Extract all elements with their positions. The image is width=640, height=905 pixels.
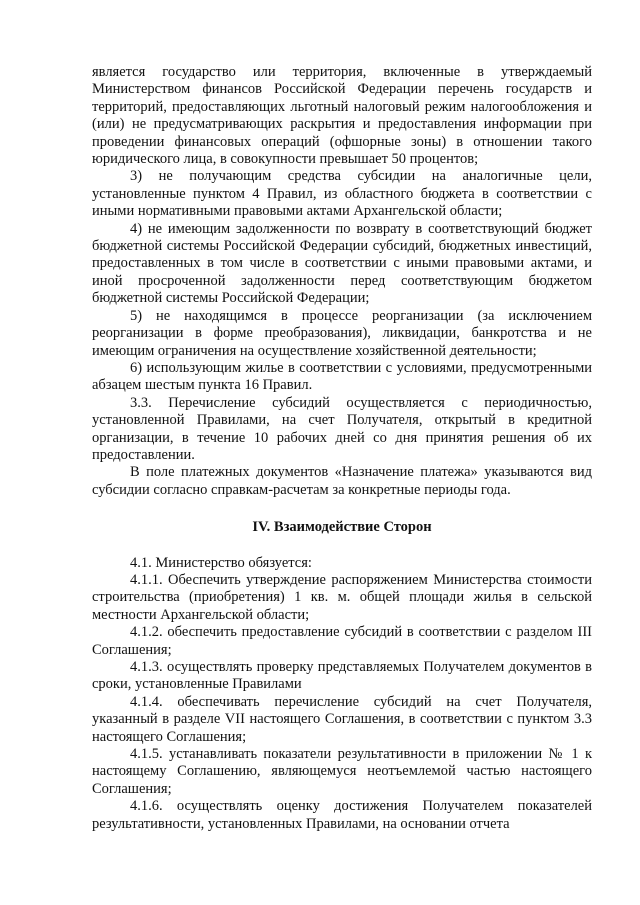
document-page	[92, 64, 592, 833]
paragraph-0: является государство или территория, включенные в утверждаемый Министерством финансов Российской Федерации перечень государств и территорий, предоставляющих льготный налоговый режим налогообложения и (или) не предусматривающих раскрытия и предоставления информации при проведении финансовых операций (офшорные зоны) в отношении такого юридического лица, в совокупности превышает 50 процентов;	[92, 64, 592, 168]
paragraph-12: 4.1.5. устанавливать показатели результативности в приложении № 1 к настоящему Соглашению, являющемуся неотъемлемой частью настоящего Соглашения;	[92, 746, 592, 797]
section-heading: IV. Взаимодействие Сторон	[252, 519, 432, 536]
paragraphs-after	[92, 555, 592, 834]
paragraph-9: 4.1.2. обеспечить предоставление субсидий в соответствии с разделом III Соглашения;	[92, 624, 592, 658]
paragraph-8: 4.1.1. Обеспечить утверждение распоряжением Министерства стоимости строительства (приобретения) 1 кв. м. общей площади жилья в сельской местности Архангельской области;	[92, 571, 592, 623]
paragraph-13: 4.1.6. осуществлять оценку достижения Получателем показателей результативности, установленных Правилами, на основании отчета	[92, 798, 592, 832]
paragraph-6: В поле платежных документов «Назначение платежа» указываются вид субсидии согласно справкам-расчетам за конкретные периоды года.	[92, 464, 592, 498]
paragraph-4: 6) использующим жилье в соответствии с условиями, предусмотренными абзацем шестым пункта 16 Правил.	[92, 359, 592, 394]
paragraph-3: 5) не находящимся в процессе реорганизации (за исключением реорганизации в форме преобразования), ликвидации, банкротства и не имеющим ограничения на осуществление хозяйственной деятельности;	[92, 307, 592, 359]
paragraphs-before	[92, 64, 592, 499]
paragraph-1: 3) не получающим средства субсидии на аналогичные цели, установленные пунктом 4 Правил, из областного бюджета в соответствии с иными нормативными правовыми актами Архангельской области;	[92, 168, 592, 220]
paragraph-2: 4) не имеющим задолженности по возврату в соответствующий бюджет бюджетной системы Российской Федерации субсидий, бюджетных инвестиций, предоставленных в том числе в соответствии с иными правовыми актами, и иной просроченной задолженности перед соответствующим бюджетом бюджетной системы Российской Федерации;	[92, 220, 592, 307]
paragraph-5: 3.3. Перечисление субсидий осуществляется с периодичностью, установленной Правилами, на счет Получателя, открытый в кредитной организации, в течение 10 рабочих дней со дня принятия решения об их предоставлении.	[92, 394, 592, 463]
paragraph-10: 4.1.3. осуществлять проверку представляемых Получателем документов в сроки, установленные Правилами	[92, 659, 592, 693]
paragraph-11: 4.1.4. обеспечивать перечисление субсидий на счет Получателя, указанный в разделе VII настоящего Соглашения, в соответствии с пунктом 3.3 настоящего Соглашения;	[92, 693, 592, 745]
paragraph-7: 4.1. Министерство обязуется:	[130, 554, 312, 571]
